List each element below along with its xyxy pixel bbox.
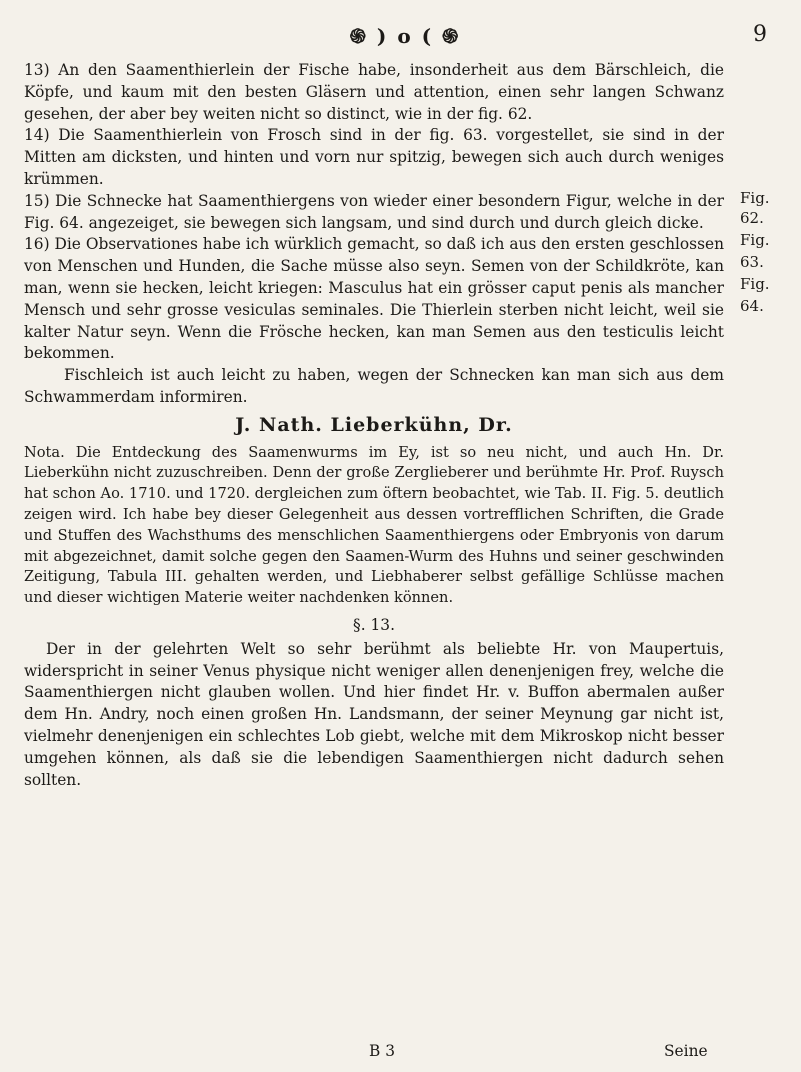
margin-note-fig-64-number: 64. bbox=[740, 297, 764, 315]
margin-note-fig-63-label: Fig. bbox=[740, 231, 770, 249]
header-ornament: ֍ ) o ( ֍ bbox=[349, 24, 461, 48]
margin-note-fig-64-label: Fig. bbox=[740, 275, 770, 293]
page-number: 9 bbox=[753, 22, 767, 47]
margin-note-fig-62-number: 62. bbox=[740, 209, 764, 227]
author-signature: J. Nath. Lieberkühn, Dr. bbox=[235, 413, 513, 436]
running-header bbox=[0, 22, 801, 62]
page-body bbox=[24, 60, 724, 791]
paragraph-15: 15) Die Schnecke hat Saamenthiergens von wieder einer besondern Figur, welche in der Fig. 64. angezeiget, sie bewegen sich langsam, und sind durch und durch gleich dicke. bbox=[24, 191, 724, 232]
paragraph-13: 13) An den Saamenthierlein der Fische habe, insonderheit aus dem Bärschleich, die Köpfe, und kaum mit den besten Gläsern und attention, einen sehr langen Schwanz gesehen, der aber bey weiten nicht so distinct, wie in der fig. 62. bbox=[24, 61, 724, 123]
paragraph-16-continued: Fischleich ist auch leicht zu haben, wegen der Schnecken kan man sich aus dem Schwammerdam informiren. bbox=[24, 366, 724, 406]
nota-paragraph: Nota. Die Entdeckung des Saamenwurms im Ey, ist so neu nicht, und auch Hn. Dr. Lieberkühn nicht zuzuschreiben. Denn der große Zerglieberer und berühmte Hr. Prof. Ruysch hat schon Ao. 1710. und 1720. dergleichen zum öftern beobachtet, wie Tab. II. Fig. 5. deutlich zeigen wird. Ich habe bey dieser Gelegenheit aus dessen vortrefflichen Schriften, die Grade und Stuffen des Wachsthums des menschlichen Saamenthiergens oder Embryonis von darum mit abgezeichnet, damit solche gegen den Saamen-Wurm des Huhns und seiner geschwinden Zeitigung, Tabula III. gehalten werden, und Liebhaberer selbst gefällige Schlüsse machen und dieser wichtigen Materie weiter nachdenken können. bbox=[24, 443, 724, 607]
margin-note-fig-62-label: Fig. bbox=[740, 189, 770, 207]
section-13-text: Der in der gelehrten Welt so sehr berühmt als beliebte Hr. von Maupertuis, widerspricht in seiner Venus physique nicht weniger allen denenjenigen frey, welche die Saamenthiergen nicht glauben wollen. Und hier findet Hr. v. Buffon abermalen außer dem Hn. Andry, noch einen großen Hn. Landsmann, der seiner Meynung gar nicht ist, vielmehr denenjenigen ein schlechtes Lob giebt, welche mit dem Mikroskop nicht besser umgehen können, als daß sie die lebendigen Saamenthiergen nicht dadurch sehen sollten. bbox=[24, 639, 724, 789]
margin-note-fig-63-number: 63. bbox=[740, 253, 764, 271]
paragraph-14: 14) Die Saamenthierlein von Frosch sind in der fig. 63. vorgestellet, sie sind in der Mitten am dicksten, und hinten und vorn nur spitzig, bewegen sich auch durch weniges krümmen. bbox=[24, 126, 724, 188]
paragraph-16: 16) Die Observationes habe ich würklich gemacht, so daß ich aus den ersten geschlossen von Menschen und Hunden, die Sache müsse also seyn. Semen von der Schildkröte, kan man, wenn sie hecken, leicht kriegen: Masculus hat ein grösser caput penis als mancher Mensch und sehr grosse vesiculas seminales. Die Thierlein sterben nicht leicht, weil sie kalter Natur seyn. Wenn die Frösche hecken, kan man Semen aus den testiculis leicht bekommen. bbox=[24, 235, 724, 363]
signature-mark: B 3 bbox=[369, 1042, 395, 1060]
section-heading: §. 13. bbox=[353, 615, 395, 634]
catchword: Seine bbox=[664, 1042, 708, 1060]
